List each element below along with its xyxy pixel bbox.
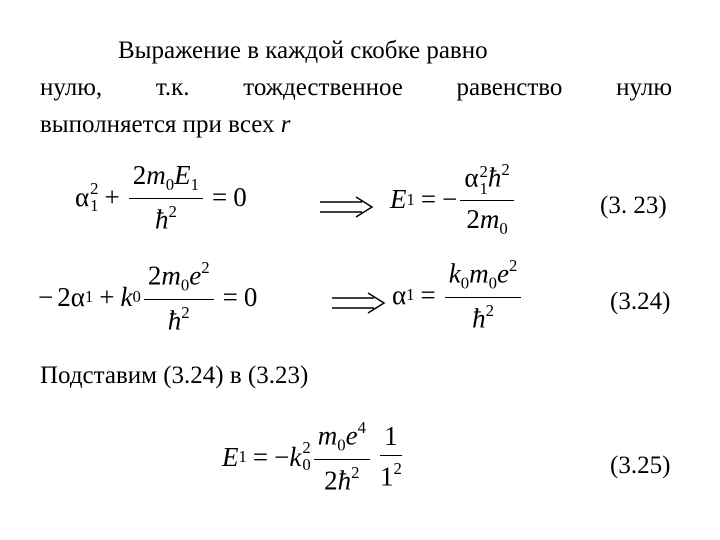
equation-3-24-right: α 1 = $\frac{k_0m_0e^2}{ħ^2}$ xyxy=(392,256,524,334)
intro-paragraph xyxy=(40,32,672,143)
equation-3-23-left: α 2 1 + $\frac{2m_0E_1}{ħ^2}$ = 0 xyxy=(75,160,247,235)
intro-line-3: выполняется при всех r xyxy=(40,111,291,138)
implies-arrow-icon xyxy=(318,196,376,218)
intro-line-2: нулю, т.к. тождественное равенство нулю xyxy=(40,74,673,101)
substitution-caption: Подставим (3.24) в (3.23) xyxy=(40,362,309,389)
implies-arrow-icon xyxy=(330,292,388,314)
equation-label-3-25: (3.25) xyxy=(610,452,671,479)
variable-r: r xyxy=(280,111,291,138)
intro-line-1: Выражение в каждой скобке равно xyxy=(118,37,488,64)
equation-3-24-left: − 2α 1 + k 0 $\frac{2m_0e^2}{ħ^2}$ = 0 xyxy=(38,258,258,336)
equation-label-3-24: (3.24) xyxy=(610,288,671,315)
equation-3-25: E 1 = − k 2 0 $\frac{m_0e^4}{2ħ^2}$ $\frac{1}{1^2}$ xyxy=(222,418,402,496)
equation-label-3-23: (3. 23) xyxy=(600,192,667,219)
equation-3-23-right: E 1 = − α 2 1 $ħ^2$ $2m_0$ xyxy=(390,160,517,239)
